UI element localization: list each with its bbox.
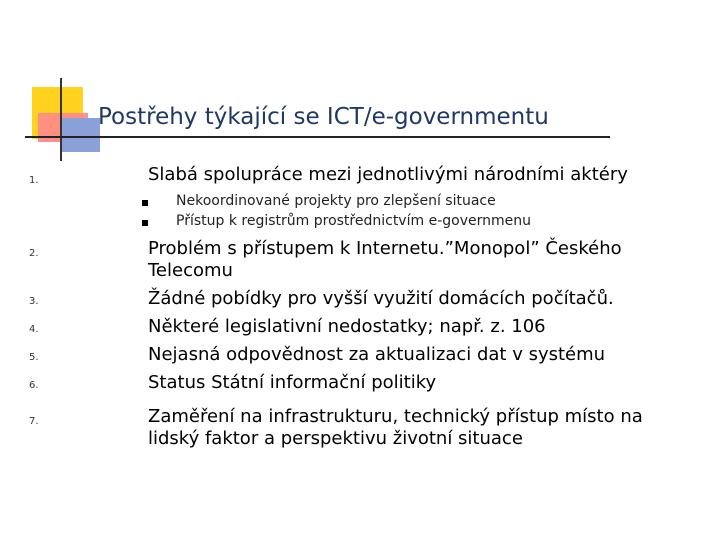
list-item-5: Nejasná odpovědnost za aktualizaci dat v systému <box>148 344 606 365</box>
list-number-2: 2. <box>29 248 39 259</box>
list-item-4: Některé legislativní nedostatky; např. z. 106 <box>148 316 546 337</box>
list-number-7: 7. <box>29 416 39 427</box>
sub-bullet-icon <box>142 220 148 226</box>
list-number-6: 6. <box>29 380 39 391</box>
list-item-2: Problém s přístupem k Internetu.”Monopol” Českého Telecomu <box>148 238 622 281</box>
list-item-3: Žádné pobídky pro vyšší využití domácích počítačů. <box>148 288 614 309</box>
list-number-5: 5. <box>29 352 39 363</box>
list-item-6: Status Státní informační politiky <box>148 372 437 393</box>
decor-blue-square <box>60 118 100 152</box>
slide-title: Postřehy týkající se ICT/e-governmentu <box>98 104 549 130</box>
list-number-1: 1. <box>29 175 39 186</box>
decor-vertical-line <box>60 78 62 161</box>
list-number-4: 4. <box>29 324 39 335</box>
list-number-3: 3. <box>29 296 39 307</box>
title-underline <box>25 136 610 138</box>
sub-bullet-icon <box>142 200 148 206</box>
sublist-item-2: Přístup k registrům prostřednictvím e-governmenu <box>176 213 531 229</box>
list-item-7: Zaměření na infrastrukturu, technický přístup místo na lidský faktor a perspektivu životní situace <box>148 406 643 449</box>
list-item-1: Slabá spolupráce mezi jednotlivými národními aktéry <box>148 164 628 185</box>
sublist-item-1: Nekoordinované projekty pro zlepšení situace <box>176 193 496 209</box>
